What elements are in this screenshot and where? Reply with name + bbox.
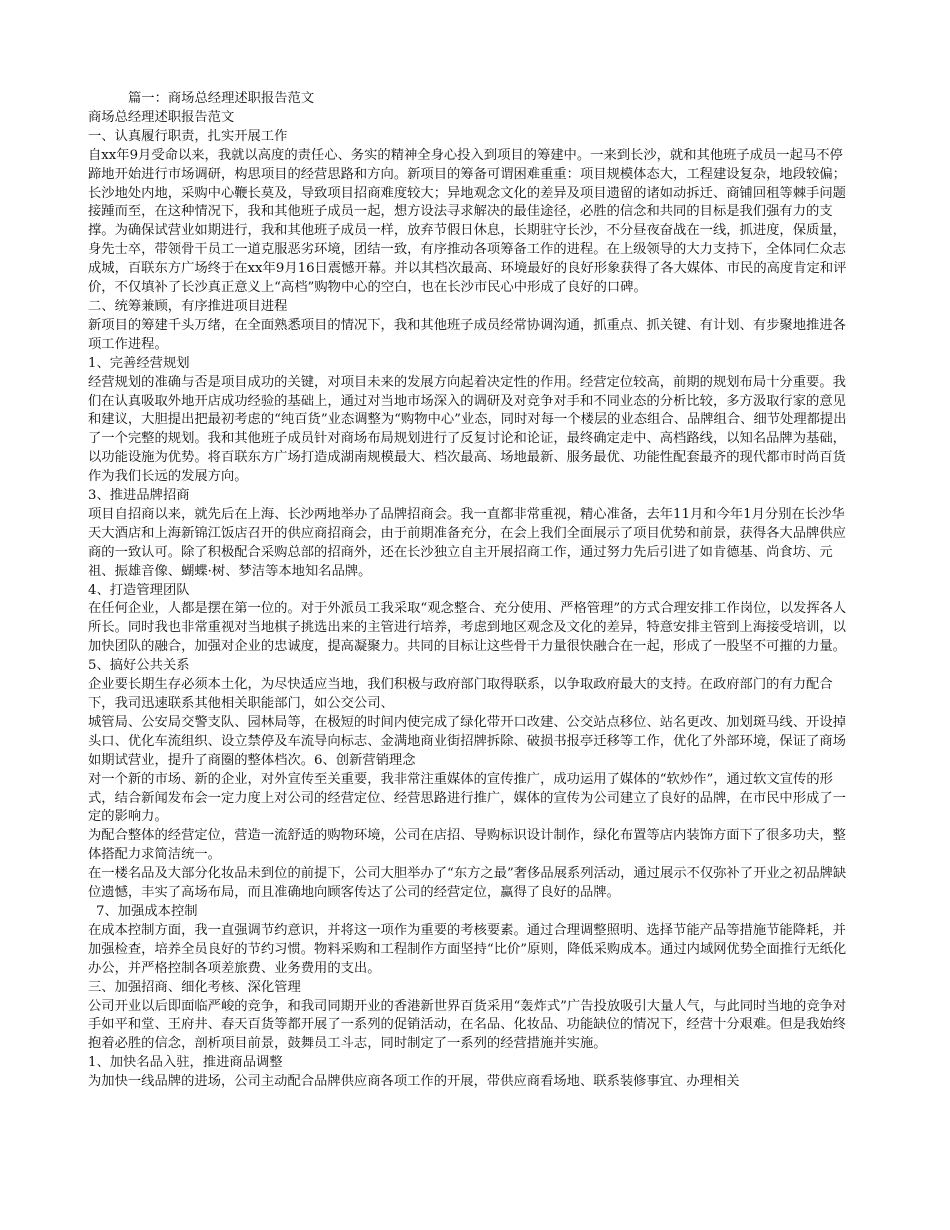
section-2-paragraph: 新项目的筹建千头万绪，在全面熟悉项目的情况下，我和其他班子成员经常协调沟通，抓重点、抓关键、有计划、有步聚地推进各项工作进程。 <box>88 317 846 352</box>
document-page <box>88 90 854 1092</box>
subsection-6-paragraph-1: 对一个新的市场、新的企业，对外宣传至关重要，我非常注重媒体的宣传推广，成功运用了媒体的“软炒作”，通过软文宣传的形式，结合新闻发布会一定力度上对公司的经营定位、经营思路进行推广，媒体的宣传为公司建立了良好的品牌，在市民中形成了一定的影响力。 <box>88 771 846 825</box>
subsection-1-paragraph: 经营规划的准确与否是项目成功的关键，对项目未来的发展方向起着决定性的作用。经营定位较高，前期的规划布局十分重要。我们在认真吸取外地开店成功经验的基础上，通过对当地市场深入的调研及对竞争对手和不同业态的分析比较，多方汲取行家的意见和建议，大胆提出把最初考虑的“纯百货”业态调整为“购物中心”业态，同时对每一个楼层的业态组合、品牌组合、细节处理都提出了一个完整的规划。我和其他班子成员针对商场布局规划进行了反复讨论和论证，最终确定走中、高档路线，以知名品牌为基础，以功能设施为优势。将百联东方广场打造成湖南规模最大、档次最高、场地最新、服务最优、功能性配套最齐的现代都市时尚百货作为我们长远的发展方向。 <box>88 374 847 485</box>
section-3-paragraph: 公司开业以后即面临严峻的竞争，和我司同期开业的香港新世界百货采用“轰炸式”广告投放吸引大量人气，与此同时当地的竞争对手如平和堂、王府井、春天百货等都开展了一系列的促销活动，在名品、化妆品、功能缺位的情况下，经营十分艰难。但是我始终抱着必胜的信念，剖析项目前景，鼓舞员工斗志，同时制定了一系列的经营措施并实施。 <box>88 998 847 1052</box>
subsection-7-paragraph: 在成本控制方面，我一直强调节约意识，并将这一项作为重要的考核要素。通过合理调整照明、选择节能产品等措施节能降耗，并加强检查，培养全员良好的节约习惯。物料采购和工程制作方面坚持“比价”原则，降低采购成本。通过内域网优势全面推行无纸化办公，并严格控制各项差旅费、业务费用的支出。 <box>88 922 847 976</box>
subsection-4-heading: 4、打造管理团队 <box>88 582 190 598</box>
section-1-heading: 一、认真履行职责，扎实开展工作 <box>88 128 288 144</box>
subsection-1-heading: 1、完善经营规划 <box>88 355 190 371</box>
section-1-paragraph: 自xx年9月受命以来，我就以高度的责任心、务实的精神全身心投入到项目的筹建中。一来到长沙，就和其他班子成员一起马不停蹄地开始进行市场调研，构思项目的经营思路和方向。新项目的筹备可谓困难重重：项目规模体态大，工程建设复杂，地段较偏；长沙地处内地，采购中心鞭长莫及，导致项目招商难度较大；异地观念文化的差异及项目遗留的诸如动拆迁、商铺回租等棘手问题接踵而至，在这种情况下，我和其他班子成员一起，想方设法寻求解决的最佳途径，必胜的信念和共同的目标是我们强有力的支撑。为确保试营业如期进行，我和其他班子成员一样，放弃节假日休息，长期驻守长沙，不分昼夜奋战在一线，抓进度，保质量，身先士卒，带领骨干员工一道克服恶劣环境，团结一致，有序推动各项筹备工作的进程。在上级领导的大力支持下，全体同仁众志成城，百联东方广场终于在xx年9月16日震憾开幕。并以其档次最高、环境最好的良好形象获得了各大媒体、市民的高度肯定和评价，不仅填补了长沙真正意义上“高档”购物中心的空白，也在长沙市民心中形成了良好的口碑。 <box>88 147 847 296</box>
section-3-heading: 三、加强招商、细化考核、深化管理 <box>88 979 301 995</box>
subsection-7-heading: 7、加强成本控制 <box>96 903 198 919</box>
subsection-5-heading: 5、搞好公共关系 <box>88 658 190 674</box>
part-title: 篇一：商场总经理述职报告范文 <box>128 91 315 106</box>
document-title: 商场总经理述职报告范文 <box>88 109 235 125</box>
section-3-subsection-1-heading: 1、加快名品入驻，推进商品调整 <box>88 1055 283 1071</box>
subsection-5-paragraph-2: 城管局、公安局交警支队、园林局等，在极短的时间内使完成了绿化带开口改建、公交站点移位、站名更改、加划斑马线、开设掉头口、优化车流组织、设立禁停及车流导向标志、金满地商业街招牌拆除、破损书报亭迁移等工作，优化了外部环境，保证了商场如期试营业，提升了商圈的整体档次。6、创新营销理念 <box>88 714 846 768</box>
subsection-6-paragraph-2: 为配合整体的经营定位，营造一流舒适的购物环境，公司在店招、导购标识设计制作，绿化布置等店内装饰方面下了很多功夫，整体搭配力求简洁统一。 <box>88 828 846 863</box>
subsection-4-paragraph: 在任何企业，人都是摆在第一位的。对于外派员工我采取“观念整合、充分使用、严格管理”的方式合理安排工作岗位，以发挥各人所长。同时我也非常重视对当地棋子挑选出来的主管进行培养，考虑到地区观念及文化的差异，特意安排主管到上海接受培训，以加快团队的融合，加强对企业的忠诚度，提高凝聚力。共同的目标让这些骨干力量很快融合在一起，形成了一股坚不可摧的力量。 <box>88 601 847 655</box>
section-2-heading: 二、统筹兼顾，有序推进项目进程 <box>88 298 288 314</box>
subsection-3-heading: 3、推进品牌招商 <box>88 488 190 504</box>
subsection-6-paragraph-3: 在一楼名品及大部分化妆品未到位的前提下，公司大胆举办了“东方之最”奢侈品展系列活动，通过展示不仅弥补了开业之初品牌缺位遗憾，丰实了高场布局，而且准确地向顾客传达了公司的经营定位，赢得了良好的品牌。 <box>88 866 847 901</box>
section-3-subsection-1-paragraph: 为加快一线品牌的进场，公司主动配合品牌供应商各项工作的开展，带供应商看场地、联系装修事宜、办理相关 <box>88 1074 740 1090</box>
subsection-3-paragraph: 项目自招商以来，就先后在上海、长沙两地举办了品牌招商会。我一直都非常重视，精心准备，去年11月和今年1月分别在长沙华天大酒店和上海新锦江饭店召开的供应商招商会，由于前期准备充分，在会上我们全面展示了项目优势和前景，获得各大品牌供应商的一致认可。除了积极配合采购总部的招商外，还在长沙独立自主开展招商工作，通过努力先后引进了如肯德基、尚食坊、元祖、振雄音像、蝴蝶·树、梦洁等本地知名品牌。 <box>88 506 846 579</box>
subsection-5-paragraph-1: 企业要长期生存必须本土化，为尽快适应当地，我们积极与政府部门取得联系，以争取政府最大的支持。在政府部门的有力配合下，我司迅速联系其他相关职能部门，如公交公司、 <box>88 677 833 711</box>
